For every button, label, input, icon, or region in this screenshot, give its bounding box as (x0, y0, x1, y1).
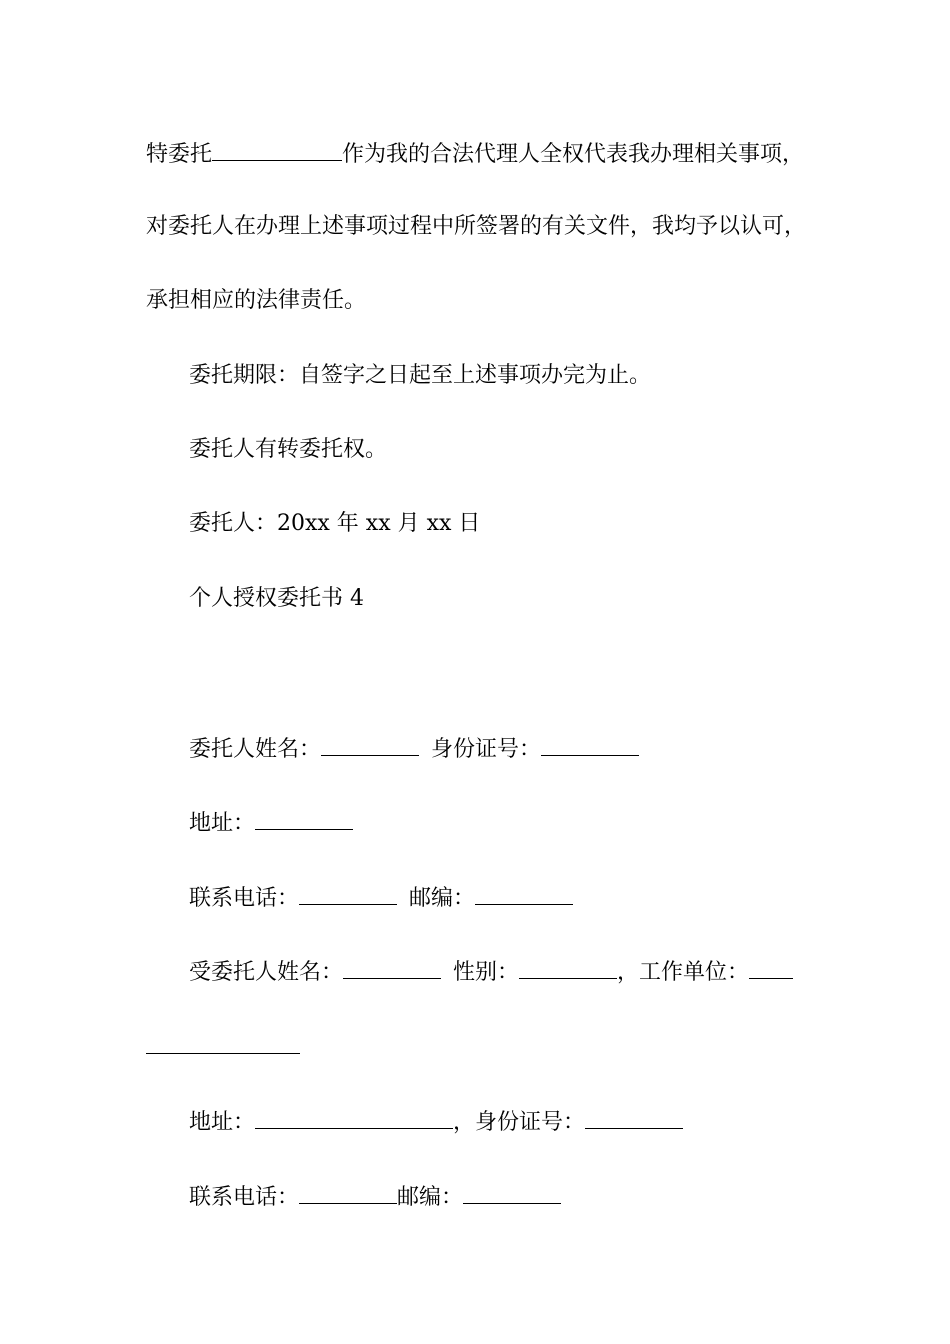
principal-row (189, 733, 829, 765)
agent-phone-blank (299, 1181, 397, 1204)
agent-name-label: 受委托人姓名： (189, 960, 344, 985)
agent-blank (212, 138, 342, 161)
agent-postcode-label: 邮编： (397, 1185, 464, 1210)
agent-id-label: ，身份证号： (453, 1110, 586, 1135)
work-unit-wrap-row (146, 1031, 836, 1063)
agent-address-row (189, 1106, 829, 1138)
transfer-line: 委托人有转委托权。 (189, 437, 388, 462)
signature-line: 委托人：20xx 年 xx 月 xx 日 (189, 511, 481, 536)
principal-address-blank (255, 807, 353, 830)
agent-gender-label: 性别： (453, 960, 520, 985)
paragraph-line-2: 对委托人在办理上述事项过程中所签署的有关文件，我均予以认可， (146, 214, 807, 239)
principal-postcode-blank (475, 882, 573, 905)
work-unit-blank-continued (146, 1031, 300, 1054)
agent-address-blank (255, 1106, 453, 1129)
principal-name-blank (321, 733, 419, 756)
work-unit-label: 工作单位： (639, 960, 750, 985)
principal-address-label: 地址： (189, 811, 256, 836)
principal-name-label: 委托人姓名： (189, 737, 322, 762)
agent-name-blank (343, 956, 441, 979)
section-title: 个人授权委托书 4 (189, 586, 364, 611)
agent-gender-blank (519, 956, 617, 979)
agent-row (189, 956, 829, 988)
paragraph-line-1 (146, 138, 836, 170)
principal-contact-row (189, 882, 829, 914)
text-prefix: 特委托 (146, 142, 213, 167)
term-line: 委托期限：自签字之日起至上述事项办完为止。 (189, 363, 652, 388)
principal-phone-blank (299, 882, 397, 905)
text-suffix: 作为我的合法代理人全权代表我办理相关事项， (342, 142, 805, 167)
principal-phone-label: 联系电话： (189, 886, 300, 911)
principal-address-row (189, 807, 829, 839)
comma-text: ， (617, 960, 640, 985)
principal-id-label: 身份证号： (431, 737, 542, 762)
agent-id-blank (585, 1106, 683, 1129)
agent-contact-row (189, 1181, 829, 1213)
agent-address-label: 地址： (189, 1110, 256, 1135)
agent-phone-label: 联系电话： (189, 1185, 300, 1210)
principal-id-blank (541, 733, 639, 756)
principal-postcode-label: 邮编： (409, 886, 476, 911)
agent-postcode-blank (463, 1181, 561, 1204)
work-unit-blank (749, 956, 793, 979)
paragraph-line-3: 承担相应的法律责任。 (146, 288, 367, 313)
